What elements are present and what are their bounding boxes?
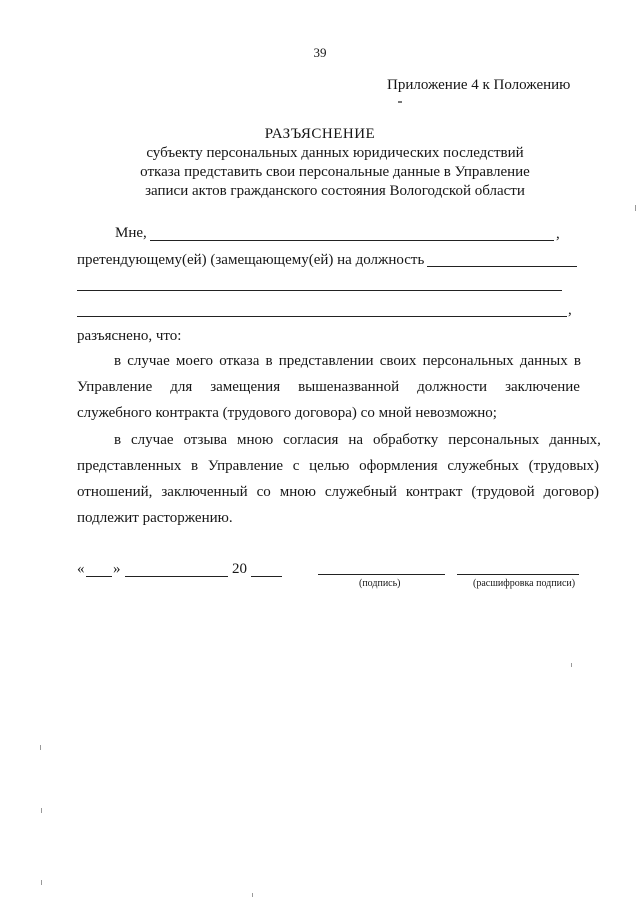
page-number: 39 [313, 45, 327, 60]
name-blank-line[interactable] [150, 240, 554, 241]
word: в [573, 353, 581, 369]
paragraph-1-line-1 [114, 353, 581, 370]
scan-speck [252, 893, 253, 897]
scan-speck [41, 808, 42, 813]
word: Управление [207, 458, 284, 474]
word: в [114, 353, 122, 369]
position-continuation-line-1[interactable] [77, 290, 562, 291]
appendix-label: Приложение 4 к Положению [387, 77, 571, 93]
date-day-blank[interactable] [86, 576, 112, 577]
document-title: РАЗЪЯСНЕНИЕ [264, 126, 376, 142]
word: персональных [448, 432, 540, 448]
signature-decoding-caption: (расшифровка подписи) [473, 578, 576, 589]
word: данных [519, 353, 568, 369]
paragraph-1-line-2 [77, 379, 580, 396]
date-quote-open: « [77, 561, 85, 577]
word: договор) [543, 484, 599, 500]
word: персональных [422, 353, 514, 369]
word: контракт [405, 484, 463, 500]
position-label: претендующему(ей) (замещающему(ей) на должность [77, 252, 425, 268]
paragraph-2-line-4: подлежит расторжению. [77, 510, 233, 526]
word: на [348, 432, 364, 448]
date-year-blank[interactable] [251, 576, 282, 577]
scan-speck [41, 880, 42, 885]
word: данных, [549, 432, 601, 448]
word: служебных [447, 458, 519, 474]
word: целью [309, 458, 350, 474]
word: (трудовых) [528, 458, 599, 474]
word: представленных [77, 458, 182, 474]
word: заключенный [161, 484, 248, 500]
word: со [256, 484, 271, 500]
position-continuation-line-2[interactable] [77, 316, 567, 317]
word: отношений, [77, 484, 153, 500]
date-month-blank[interactable] [125, 576, 228, 577]
word: в [114, 432, 122, 448]
word: Управление [77, 379, 153, 395]
word: отзыва [183, 432, 228, 448]
subtitle-line-1: субъекту персональных данных юридических последствий [146, 145, 524, 161]
word: заключение [505, 379, 580, 395]
position-blank-line[interactable] [427, 266, 577, 267]
word: оформления [359, 458, 438, 474]
date-quote-close: » [113, 561, 121, 577]
scan-speck [398, 101, 402, 103]
scan-speck [635, 205, 636, 211]
word: с [292, 458, 300, 474]
subtitle-line-2: отказа представить свои персональные данные в Управление [140, 164, 530, 180]
position-comma: , [568, 302, 572, 318]
word: отказа [219, 353, 260, 369]
word: замещения [210, 379, 281, 395]
word: согласия [283, 432, 339, 448]
signature-blank-line[interactable] [318, 574, 445, 575]
explained-label: разъяснено, что: [77, 328, 182, 344]
paragraph-2-line-2 [77, 458, 599, 475]
word: в [265, 353, 273, 369]
word: мною [236, 432, 274, 448]
word: случае [127, 353, 170, 369]
paragraph-2-line-1 [114, 432, 601, 449]
word: служебный [324, 484, 397, 500]
word: для [170, 379, 193, 395]
word: случае [131, 432, 174, 448]
word: представлении [278, 353, 374, 369]
word: должности [417, 379, 488, 395]
me-label: Мне, [115, 225, 147, 241]
word: моего [175, 353, 214, 369]
paragraph-2-line-3 [77, 484, 599, 501]
word: своих [379, 353, 417, 369]
word: в [191, 458, 199, 474]
scan-speck [40, 745, 41, 750]
subtitle-line-3: записи актов гражданского состояния Вологодской области [145, 183, 525, 199]
signature-decoding-blank-line[interactable] [457, 574, 579, 575]
signature-caption: (подпись) [359, 578, 401, 589]
word: вышеназванной [298, 379, 400, 395]
paragraph-1-line-3: служебного контракта (трудового договора) со мной невозможно; [77, 405, 497, 421]
word: обработку [372, 432, 439, 448]
date-year-prefix: 20 [232, 561, 247, 577]
word: (трудовой [471, 484, 535, 500]
word: мною [279, 484, 316, 500]
name-comma: , [556, 226, 560, 242]
scan-speck [571, 663, 572, 667]
